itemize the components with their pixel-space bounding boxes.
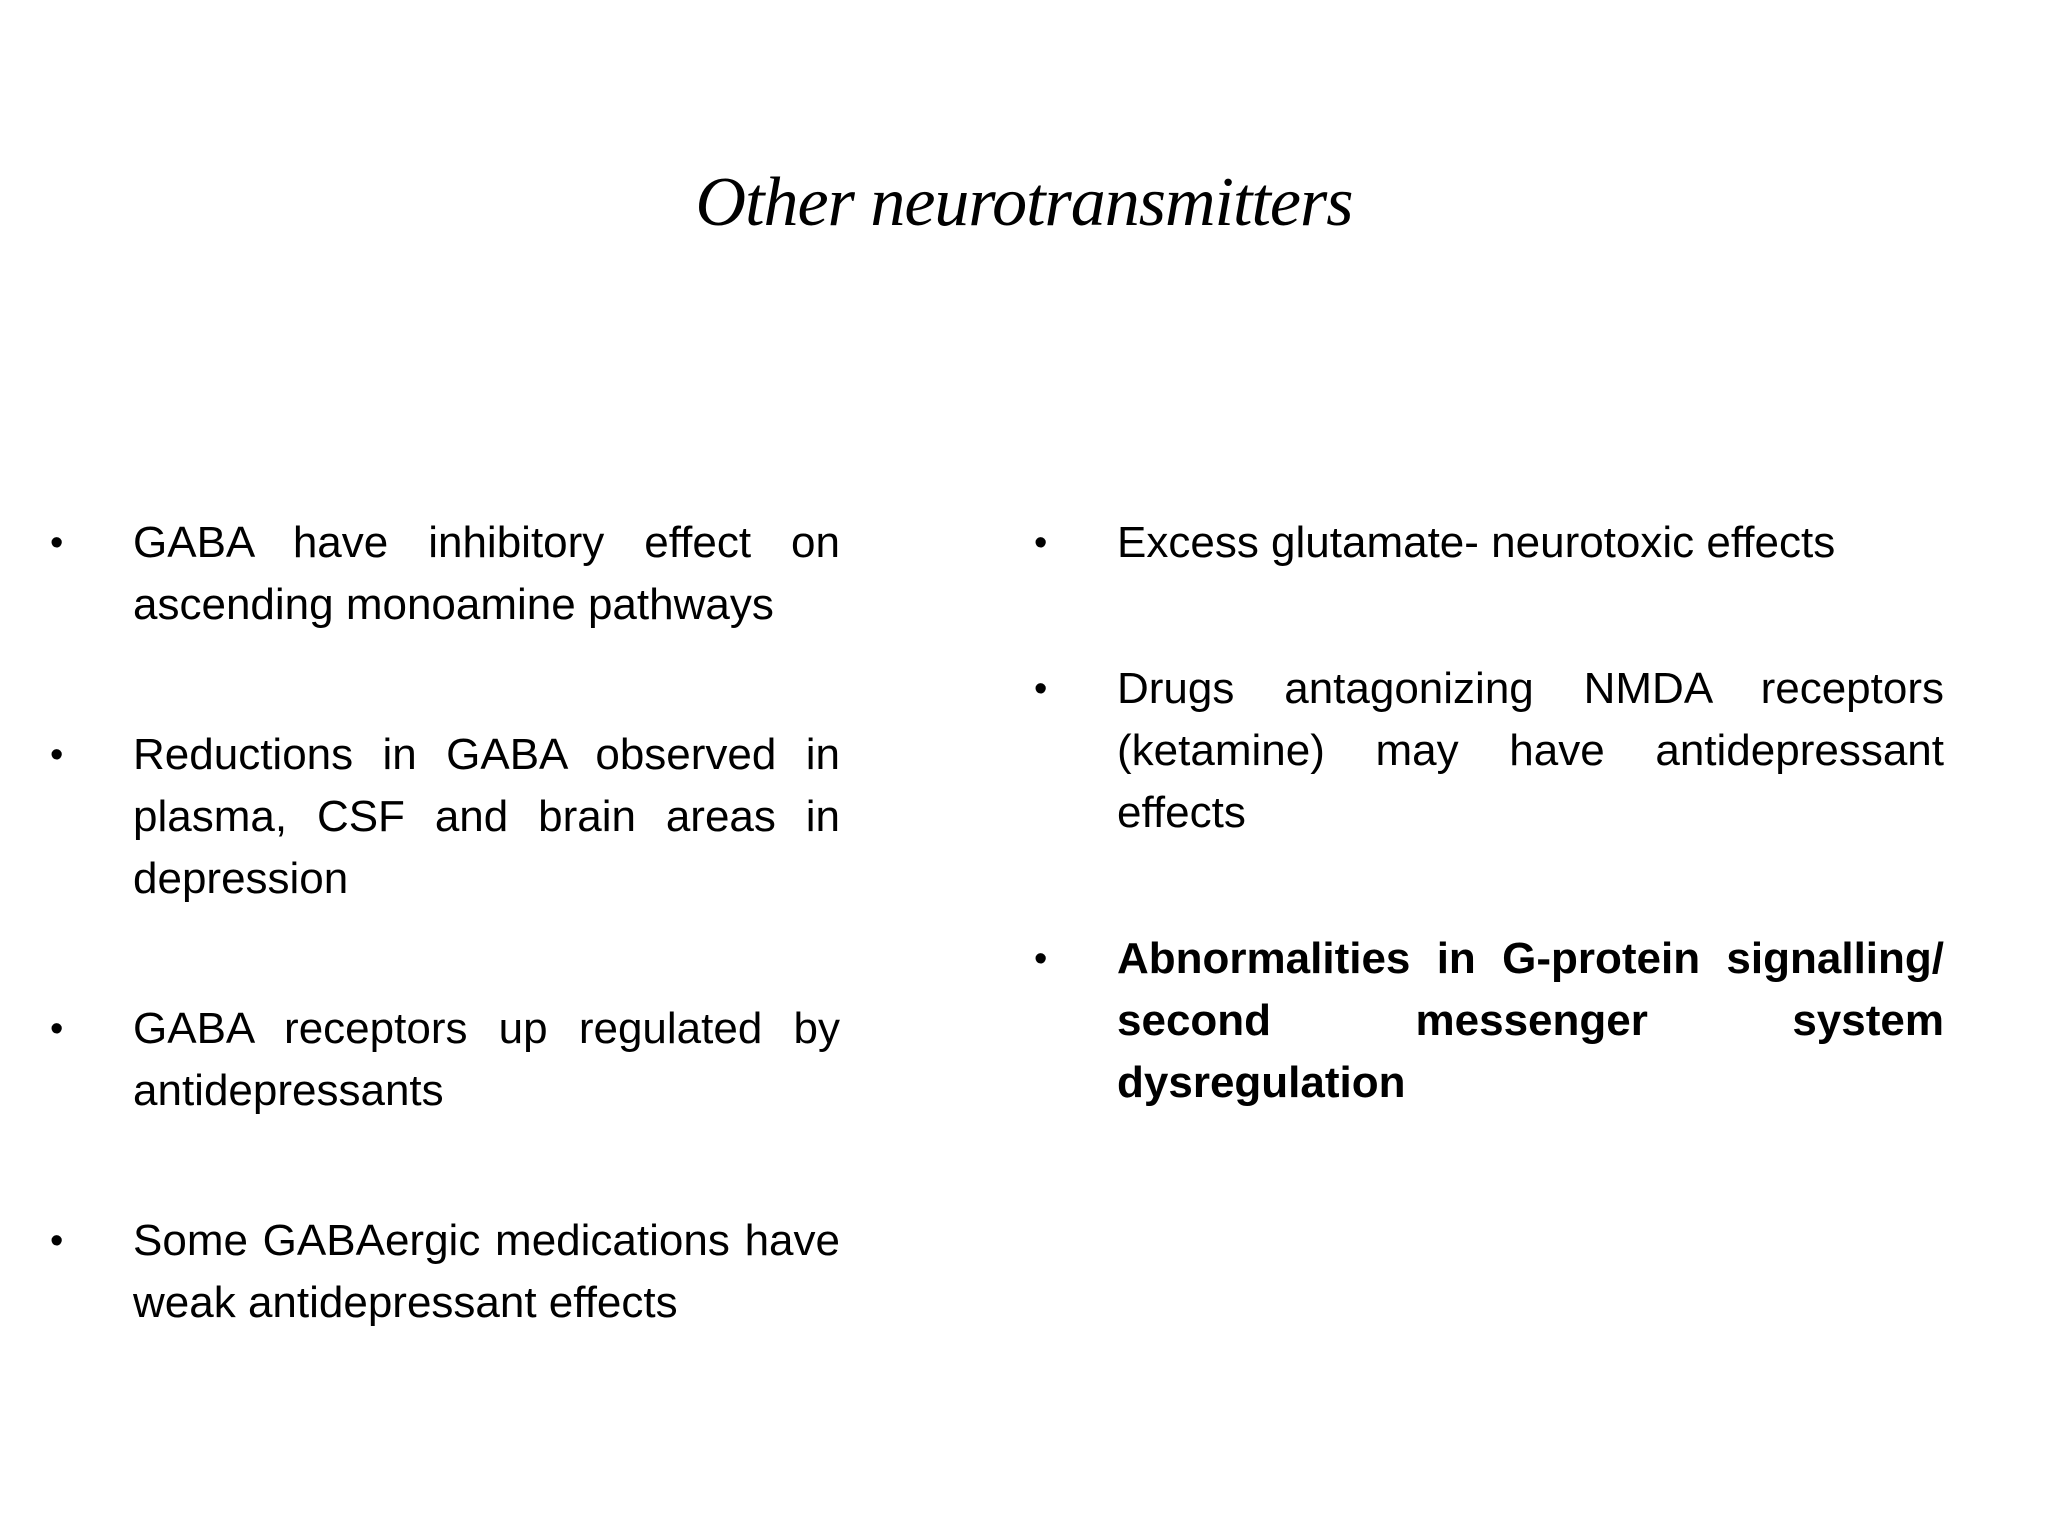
right-bullet-list: [1034, 512, 1944, 1114]
bullet-icon: •: [50, 734, 64, 776]
list-item: [1034, 928, 1944, 1114]
list-item: [50, 724, 840, 910]
bullet-text: Some GABAergic medications have weak antidepressant effects: [133, 1216, 840, 1327]
bullet-icon: •: [1034, 668, 1048, 710]
bullet-icon: •: [50, 1220, 64, 1262]
list-item: [50, 1210, 840, 1334]
list-item: [50, 512, 840, 636]
slide-title: Other neurotransmitters: [695, 164, 1353, 241]
bullet-text: Excess glutamate- neurotoxic effects: [1117, 518, 1836, 567]
bullet-icon: •: [50, 1008, 64, 1050]
list-item: [50, 998, 840, 1122]
bullet-icon: •: [50, 522, 64, 564]
list-item: [1034, 658, 1944, 844]
bullet-text: GABA receptors up regulated by antidepressants: [133, 1004, 840, 1115]
bullet-text: Reductions in GABA observed in plasma, CSF and brain areas in depression: [133, 730, 840, 903]
bullet-icon: •: [1034, 522, 1048, 564]
bullet-text: Abnormalities in G-protein signalling/ second messenger system dysregulation: [1117, 934, 1944, 1107]
bullet-text: GABA have inhibitory effect on ascending monoamine pathways: [133, 518, 840, 629]
list-item: [1034, 512, 1944, 574]
bullet-icon: •: [1034, 938, 1048, 980]
bullet-text: Drugs antagonizing NMDA receptors (ketamine) may have antidepressant effects: [1117, 664, 1944, 837]
left-bullet-list: [50, 512, 840, 1334]
